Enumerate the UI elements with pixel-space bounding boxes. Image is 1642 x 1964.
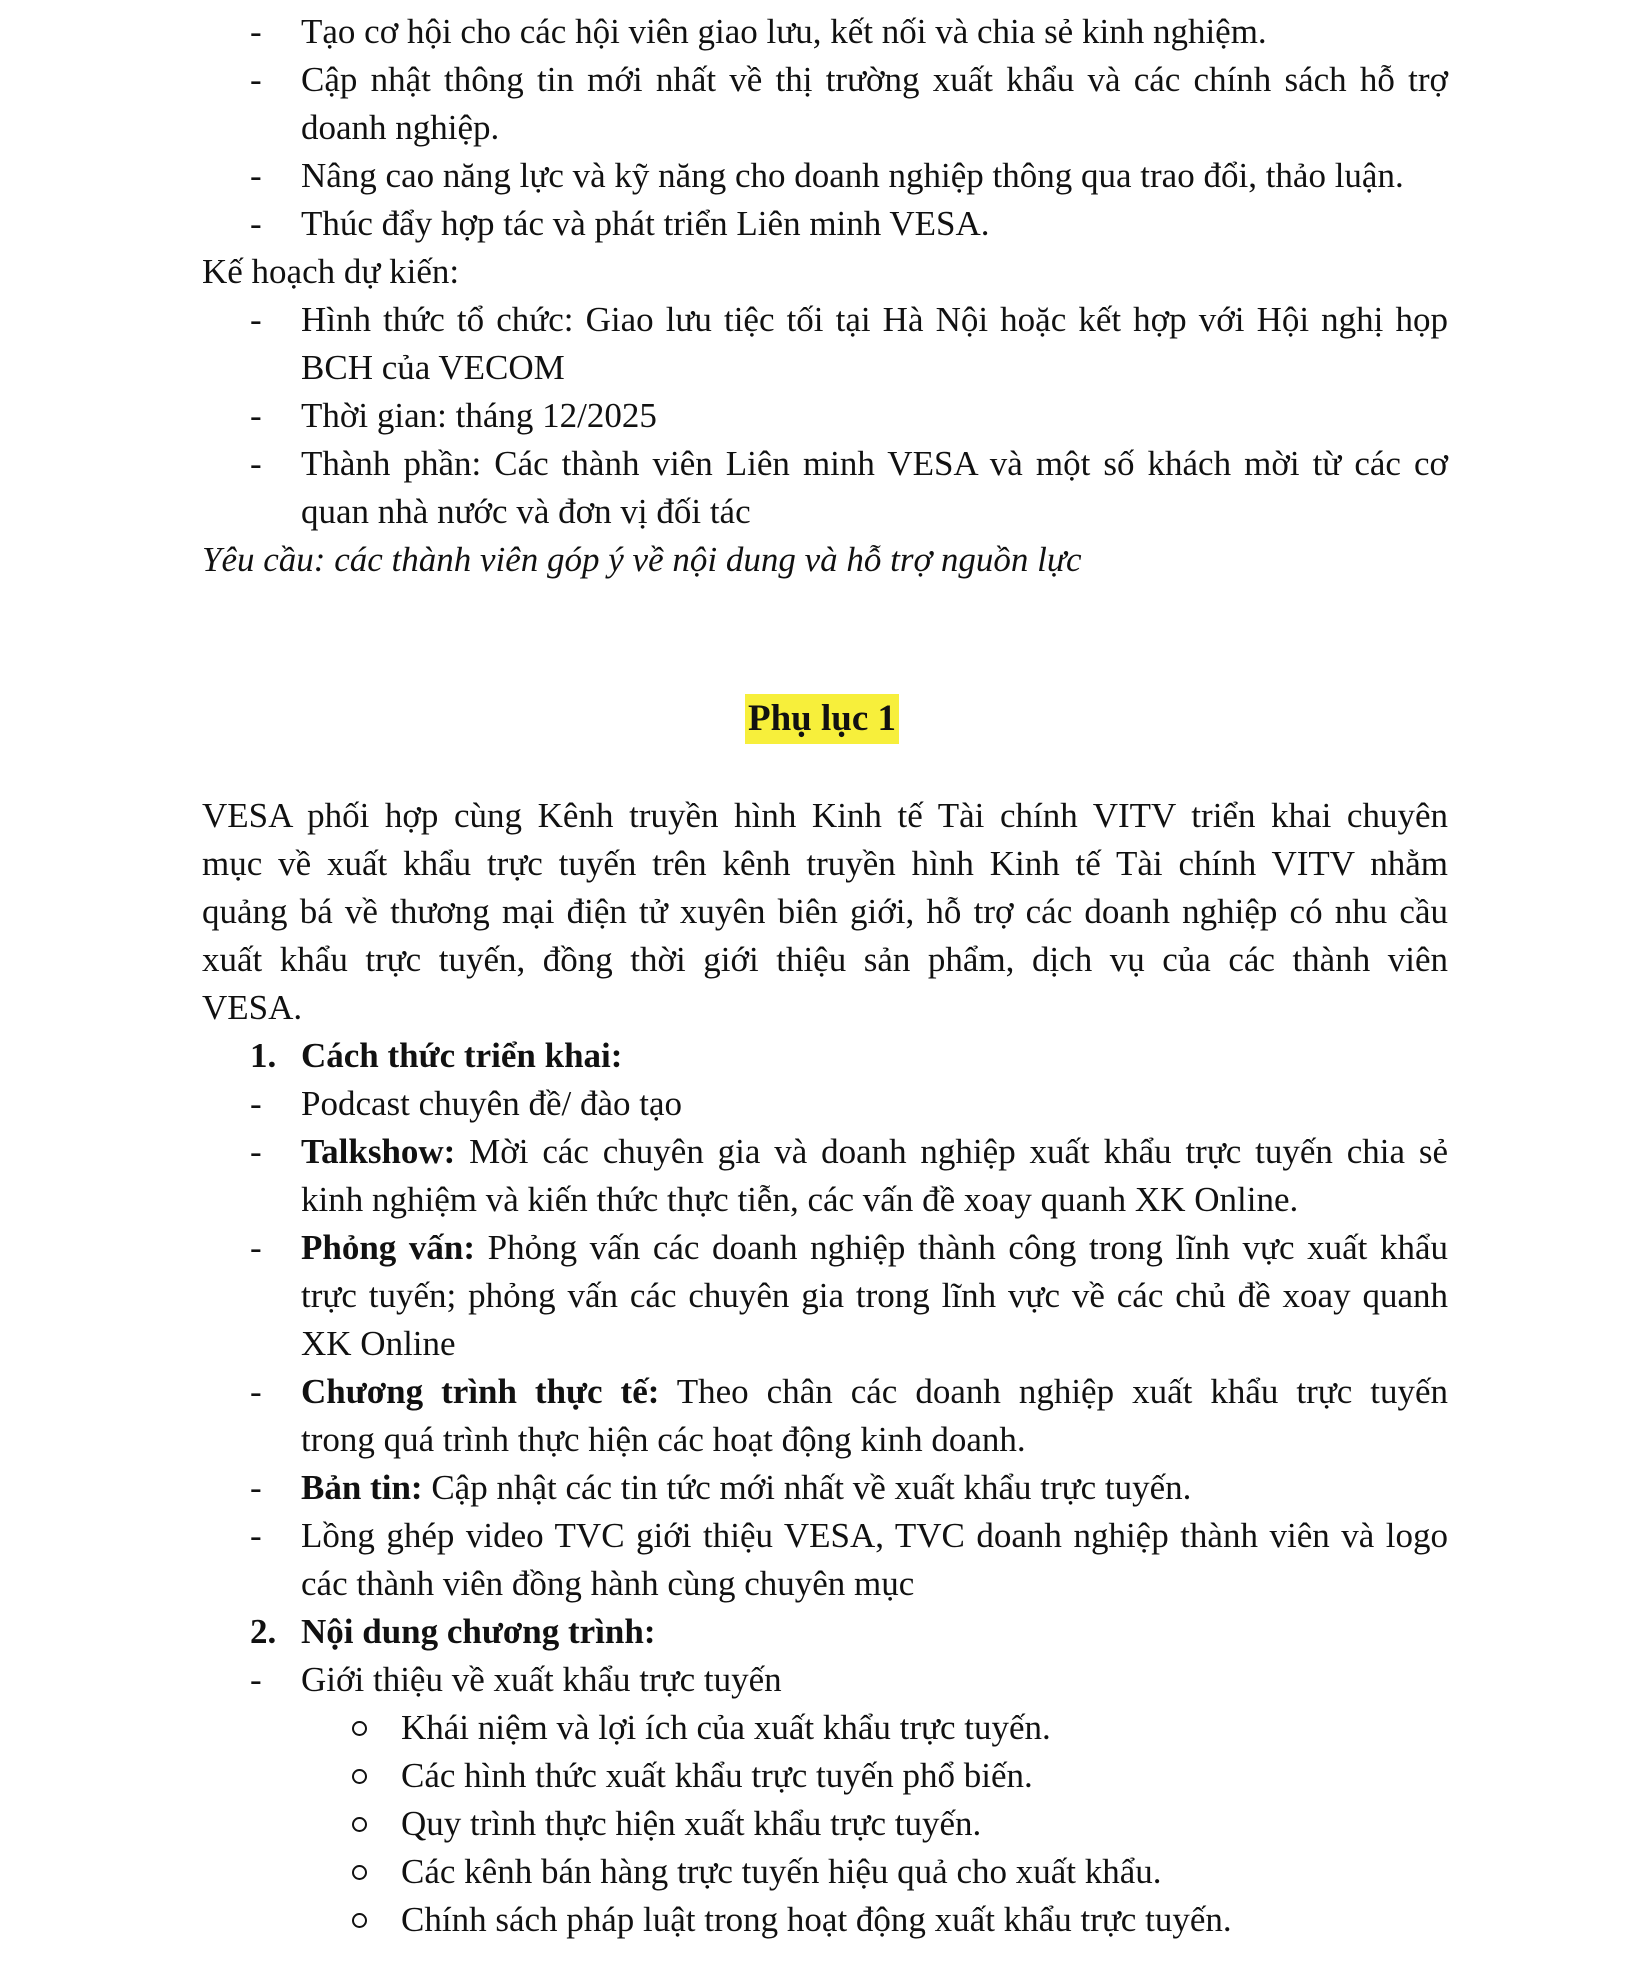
bullet-dash: - (250, 156, 262, 195)
plan-item: Thành phần: Các thành viên Liên minh VESA và một số khách mời từ các cơ (301, 444, 1448, 483)
content-subitem: Quy trình thực hiện xuất khẩu trực tuyến. (401, 1804, 982, 1843)
section-title: Nội dung chương trình: (301, 1612, 656, 1651)
bullet-dash: - (250, 1468, 262, 1507)
bullet-dash: - (250, 396, 262, 435)
goal-item: Nâng cao năng lực và kỹ năng cho doanh nghiệp thông qua trao đổi, thảo luận. (301, 156, 1404, 195)
method-item (301, 1224, 1448, 1272)
method-item (301, 1464, 1448, 1512)
content-subitem: Các kênh bán hàng trực tuyến hiệu quả cho xuất khẩu. (401, 1852, 1162, 1891)
content-subitem: Khái niệm và lợi ích của xuất khẩu trực tuyến. (401, 1708, 1051, 1747)
goal-item: Cập nhật thông tin mới nhất về thị trường xuất khẩu và các chính sách hỗ trợ (301, 60, 1448, 99)
goal-item: Tạo cơ hội cho các hội viên giao lưu, kết nối và chia sẻ kinh nghiệm. (301, 12, 1267, 51)
bullet-dash: - (250, 300, 262, 339)
method-item (301, 1368, 1448, 1416)
section-number: 1. (250, 1036, 277, 1075)
request-note: Yêu cầu: các thành viên góp ý về nội dung và hỗ trợ nguồn lực (202, 540, 1082, 579)
intro-line: VESA. (202, 988, 303, 1027)
goal-item: Thúc đẩy hợp tác và phát triển Liên minh VESA. (301, 204, 990, 243)
section-title: Cách thức triển khai: (301, 1036, 623, 1075)
intro-line: quảng bá về thương mại điện tử xuyên biên giới, hỗ trợ các doanh nghiệp có nhu cầu (202, 892, 1448, 931)
circle-bullet-icon (352, 1769, 367, 1784)
method-label: Phỏng vấn: (301, 1228, 476, 1267)
method-label: Chương trình thực tế: (301, 1372, 660, 1411)
method-item (301, 1080, 1448, 1128)
intro-line: VESA phối hợp cùng Kênh truyền hình Kinh tế Tài chính VITV triển khai chuyên (202, 796, 1448, 835)
plan-item-continued: quan nhà nước và đơn vị đối tác (301, 492, 751, 531)
bullet-dash: - (250, 444, 262, 483)
plan-heading: Kế hoạch dự kiến: (202, 252, 460, 291)
circle-bullet-icon (352, 1913, 367, 1928)
method-item-continued: XK Online (301, 1324, 456, 1363)
method-text: Podcast chuyên đề/ đào tạo (301, 1084, 683, 1123)
bullet-dash: - (250, 1516, 262, 1555)
plan-item: Thời gian: tháng 12/2025 (301, 396, 657, 435)
method-item-continued: kinh nghiệm và kiến thức thực tiễn, các vấn đề xoay quanh XK Online. (301, 1180, 1299, 1219)
plan-item-continued: BCH của VECOM (301, 348, 565, 387)
bullet-dash: - (250, 12, 262, 51)
circle-bullet-icon (352, 1721, 367, 1736)
bullet-dash: - (250, 1372, 262, 1411)
circle-bullet-icon (352, 1817, 367, 1832)
method-text: Phỏng vấn các doanh nghiệp thành công trong lĩnh vực xuất khẩu (475, 1228, 1448, 1267)
bullet-dash: - (250, 60, 262, 99)
bullet-dash: - (250, 204, 262, 243)
bullet-dash: - (250, 1228, 262, 1267)
intro-line: mục về xuất khẩu trực tuyến trên kênh truyền hình Kinh tế Tài chính VITV nhằm (202, 844, 1448, 883)
method-item-continued: các thành viên đồng hành cùng chuyên mục (301, 1564, 915, 1603)
content-subitem: Các hình thức xuất khẩu trực tuyến phổ biến. (401, 1756, 1033, 1795)
method-text: Mời các chuyên gia và doanh nghiệp xuất khẩu trực tuyến chia sẻ (455, 1132, 1448, 1171)
bullet-dash: - (250, 1132, 262, 1171)
content-item: Giới thiệu về xuất khẩu trực tuyến (301, 1660, 782, 1699)
method-item-continued: trong quá trình thực hiện các hoạt động kinh doanh. (301, 1420, 1026, 1459)
method-label: Talkshow: (301, 1132, 456, 1171)
content-subitem: Chính sách pháp luật trong hoạt động xuất khẩu trực tuyến. (401, 1900, 1232, 1939)
section-number: 2. (250, 1612, 277, 1651)
circle-bullet-icon (352, 1865, 367, 1880)
method-item-continued: trực tuyến; phỏng vấn các chuyên gia trong lĩnh vực về các chủ đề xoay quanh (301, 1276, 1448, 1315)
method-text: Cập nhật các tin tức mới nhất về xuất khẩu trực tuyến. (422, 1468, 1192, 1507)
method-text: Theo chân các doanh nghiệp xuất khẩu trực tuyến (659, 1372, 1448, 1411)
method-item (301, 1128, 1448, 1176)
bullet-dash: - (250, 1084, 262, 1123)
plan-item: Hình thức tổ chức: Giao lưu tiệc tối tại Hà Nội hoặc kết hợp với Hội nghị họp (301, 300, 1448, 339)
bullet-dash: - (250, 1660, 262, 1699)
goal-item-continued: doanh nghiệp. (301, 108, 500, 147)
method-item: Lồng ghép video TVC giới thiệu VESA, TVC doanh nghiệp thành viên và logo (301, 1516, 1448, 1555)
intro-line: xuất khẩu trực tuyến, đồng thời giới thiệu sản phẩm, dịch vụ của các thành viên (202, 940, 1448, 979)
appendix-title: Phụ lục 1 (745, 694, 899, 744)
method-label: Bản tin: (301, 1468, 423, 1507)
